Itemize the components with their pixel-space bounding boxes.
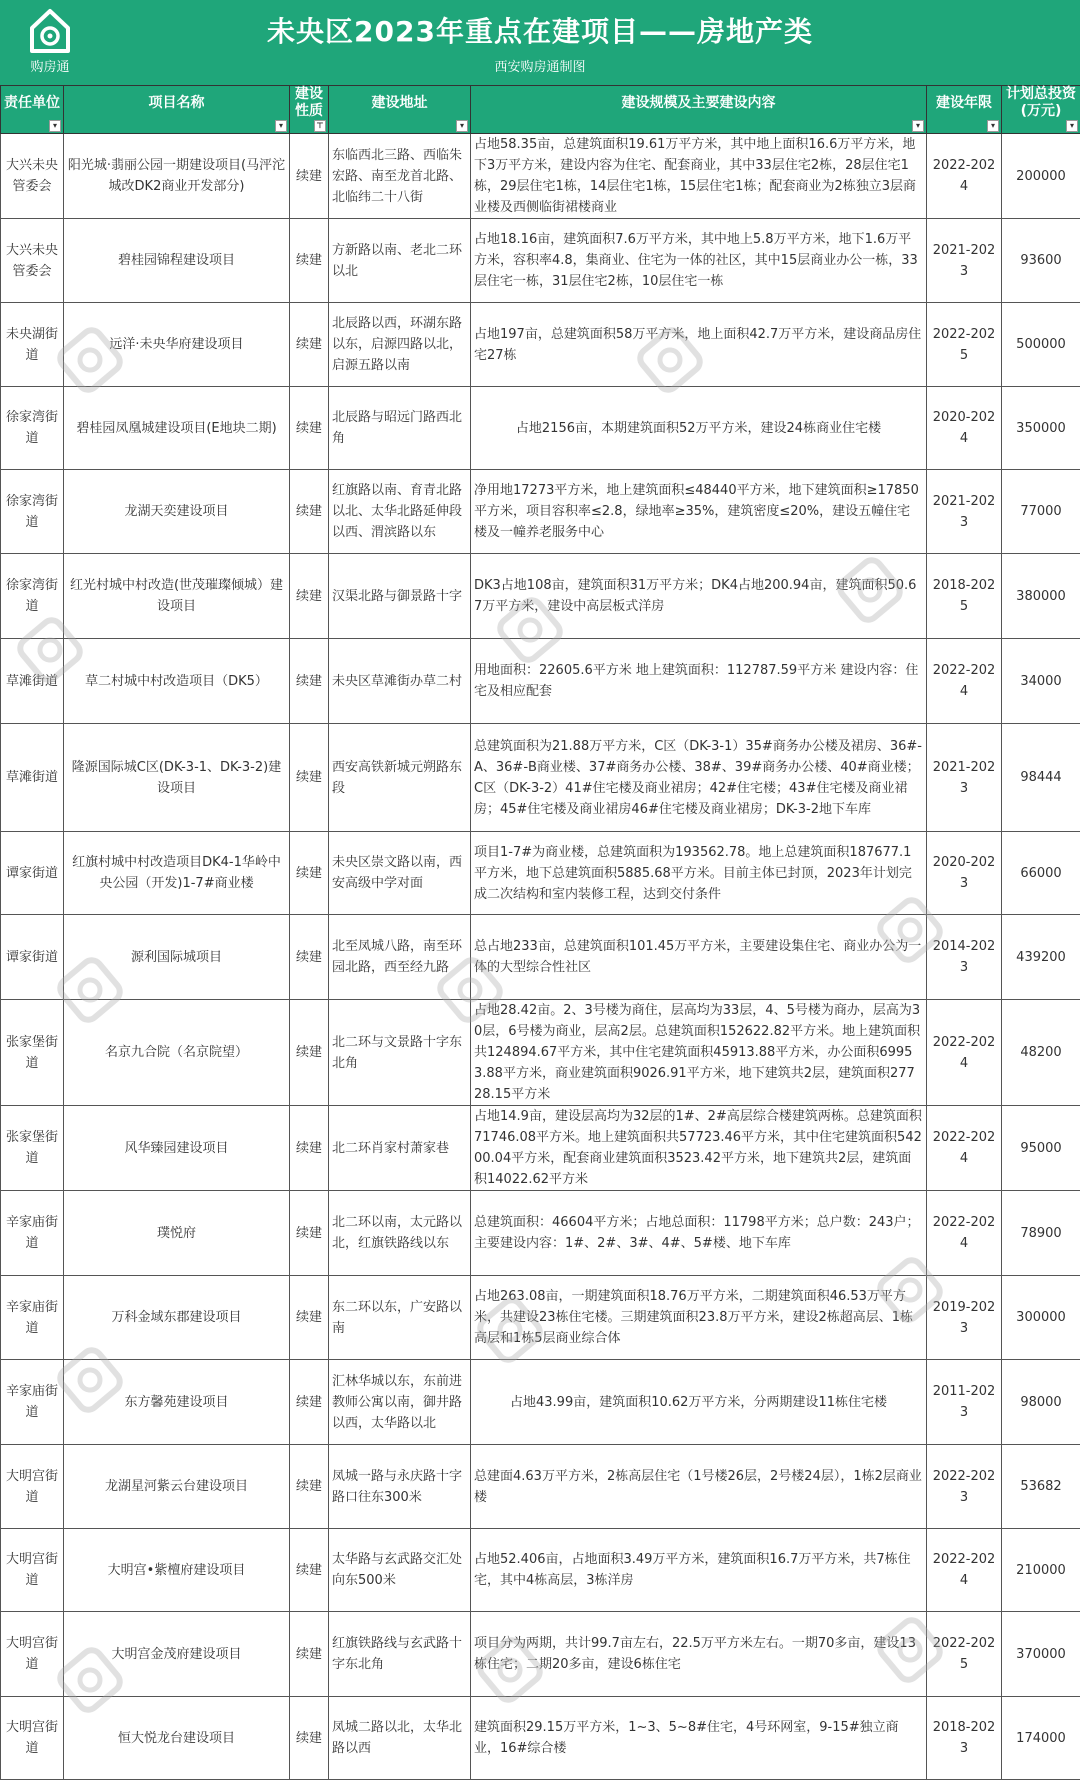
- cell-invest: 300000: [1002, 1276, 1080, 1360]
- cell-content: 总建筑面积为21.88万平方米，C区（DK-3-1）35#商务办公楼及裙房、36#-A、36#-B商业楼、37#商务办公楼、38#、39#商务办公楼、40#商业楼；C区（DK-3-2）41#住宅楼及商业裙房；42#住宅楼；43#住宅楼及商业裙房；45#住宅楼及商业裙房46#住宅楼及商业裙房；DK-3-2地下车库: [471, 724, 927, 832]
- cell-years: 2022-2024: [927, 1106, 1002, 1191]
- cell-address: 方新路以南、老北二环以北: [329, 219, 471, 303]
- cell-content: 总建筑面积：46604平方米；占地总面积：11798平方米；总户数：243户；主要建设内容：1#、2#、3#、4#、5#楼、地下车库: [471, 1191, 927, 1276]
- cell-name: 源利国际城项目: [64, 915, 290, 1000]
- cell-name: 恒大悦龙台建设项目: [64, 1697, 290, 1780]
- cell-content: 总建面4.63万平方米，2栋高层住宅（1号楼26层，2号楼24层），1栋2层商业楼: [471, 1445, 927, 1529]
- cell-content: 项目分为两期，共计99.7亩左右，22.5万平方米左右。一期70多亩，建设13栋住宅；二期20多亩，建设6栋住宅: [471, 1612, 927, 1697]
- cell-name: 草二村城中村改造项目（DK5）: [64, 639, 290, 724]
- cell-address: 未央区崇文路以南，西安高级中学对面: [329, 832, 471, 915]
- cell-unit: 徐家湾街道: [1, 554, 64, 639]
- table-row: [1, 303, 1080, 387]
- col-header-invest[interactable]: [1002, 86, 1080, 134]
- table-row: [1, 1106, 1080, 1191]
- page-title: 未央区2023年重点在建项目——房地产类: [0, 10, 1080, 50]
- cell-content: 占地43.99亩，建筑面积10.62万平方米，分两期建设11栋住宅楼: [471, 1360, 927, 1445]
- filter-dropdown-icon[interactable]: ▾: [912, 120, 924, 132]
- cell-years: 2022-2025: [927, 303, 1002, 387]
- cell-invest: 370000: [1002, 1612, 1080, 1697]
- cell-name: 龙湖星河紫云台建设项目: [64, 1445, 290, 1529]
- logo-text: 购房通: [22, 56, 78, 75]
- cell-address: 汉渠北路与御景路十字: [329, 554, 471, 639]
- col-label: 计划总投资(万元): [1006, 86, 1076, 119]
- cell-type: 续建: [290, 1191, 329, 1276]
- col-header-years[interactable]: [927, 86, 1002, 134]
- cell-type: 续建: [290, 1276, 329, 1360]
- cell-years: 2019-2023: [927, 1276, 1002, 1360]
- cell-type: 续建: [290, 832, 329, 915]
- cell-years: 2014-2023: [927, 915, 1002, 1000]
- cell-address: 北辰路以西，环湖东路以东，启源四路以北，启源五路以南: [329, 303, 471, 387]
- cell-type: 续建: [290, 1445, 329, 1529]
- cell-name: 风华臻园建设项目: [64, 1106, 290, 1191]
- table-row: [1, 470, 1080, 554]
- table-header-row: [1, 86, 1080, 134]
- table-row: [1, 724, 1080, 832]
- cell-unit: 徐家湾街道: [1, 470, 64, 554]
- cell-years: 2022-2024: [927, 134, 1002, 219]
- cell-name: 红光村城中村改造(世茂璀璨倾城）建设项目: [64, 554, 290, 639]
- cell-content: 占地2156亩，本期建筑面积52万平方米，建设24栋商业住宅楼: [471, 387, 927, 470]
- col-header-name[interactable]: [64, 86, 290, 134]
- cell-invest: 78900: [1002, 1191, 1080, 1276]
- col-header-unit[interactable]: [1, 86, 64, 134]
- cell-type: 续建: [290, 1360, 329, 1445]
- cell-years: 2018-2023: [927, 1697, 1002, 1780]
- cell-unit: 草滩街道: [1, 639, 64, 724]
- cell-invest: 93600: [1002, 219, 1080, 303]
- cell-name: 碧桂园凤凰城建设项目(E地块二期): [64, 387, 290, 470]
- cell-invest: 210000: [1002, 1529, 1080, 1612]
- cell-type: 续建: [290, 219, 329, 303]
- cell-address: 北二环以南，太元路以北，红旗铁路线以东: [329, 1191, 471, 1276]
- cell-invest: 500000: [1002, 303, 1080, 387]
- cell-name: 龙湖天奕建设项目: [64, 470, 290, 554]
- table-row: [1, 1000, 1080, 1106]
- cell-unit: 大兴未央管委会: [1, 134, 64, 219]
- col-label: 建设规模及主要建设内容: [622, 95, 776, 111]
- cell-invest: 66000: [1002, 832, 1080, 915]
- cell-unit: 大明宫街道: [1, 1445, 64, 1529]
- cell-invest: 77000: [1002, 470, 1080, 554]
- cell-content: 占地58.35亩，总建筑面积19.61万平方米，其中地上面积16.6万平方米，地下3万平方米，建设内容为住宅、配套商业，其中33层住宅2栋，28层住宅1栋，29层住宅1栋，14层住宅1栋，15层住宅1栋；配套商业为2栋独立3层商业楼及西侧临街裙楼商业: [471, 134, 927, 219]
- table-row: [1, 554, 1080, 639]
- table-row: [1, 639, 1080, 724]
- cell-address: 凤城二路以北，太华北路以西: [329, 1697, 471, 1780]
- cell-unit: 草滩街道: [1, 724, 64, 832]
- cell-unit: 辛家庙街道: [1, 1276, 64, 1360]
- table-row: [1, 387, 1080, 470]
- cell-address: 北至凤城八路，南至环园北路，西至经九路: [329, 915, 471, 1000]
- cell-type: 续建: [290, 1000, 329, 1106]
- table-row: [1, 1276, 1080, 1360]
- cell-content: 占地52.406亩，占地面积3.49万平方米，建筑面积16.7万平方米，共7栋住宅，其中4栋高层，3栋洋房: [471, 1529, 927, 1612]
- cell-years: 2011-2023: [927, 1360, 1002, 1445]
- cell-type: 续建: [290, 134, 329, 219]
- cell-type: 续建: [290, 639, 329, 724]
- cell-address: 汇林华城以东，东前进教师公寓以南，御井路以西，太华路以北: [329, 1360, 471, 1445]
- cell-type: 续建: [290, 303, 329, 387]
- cell-name: 大明宫•紫檀府建设项目: [64, 1529, 290, 1612]
- cell-content: 项目1-7#为商业楼，总建筑面积为193562.78。地上总建筑面积187677.1平方米，地下总建筑面积5885.68平方米。目前主体已封顶，2023年计划完成二次结构和室内装修工程，达到交付条件: [471, 832, 927, 915]
- cell-name: 东方馨苑建设项目: [64, 1360, 290, 1445]
- cell-content: DK3占地108亩，建筑面积31万平方米；DK4占地200.94亩，建筑面积50.67万平方米，建设中高层板式洋房: [471, 554, 927, 639]
- cell-address: 东临西北三路、西临朱宏路、南至龙首北路、北临纬二十八街: [329, 134, 471, 219]
- cell-name: 隆源国际城C区(DK-3-1、DK-3-2)建设项目: [64, 724, 290, 832]
- table-row: [1, 832, 1080, 915]
- cell-address: 东二环以东，广安路以南: [329, 1276, 471, 1360]
- cell-name: 红旗村城中村改造项目DK4-1华岭中央公园（开发)1-7#商业楼: [64, 832, 290, 915]
- col-label: 责任单位: [4, 95, 60, 111]
- cell-unit: 谭家街道: [1, 832, 64, 915]
- table-row: [1, 1445, 1080, 1529]
- page-subtitle: 西安购房通制图: [0, 56, 1080, 75]
- cell-unit: 张家堡街道: [1, 1000, 64, 1106]
- cell-years: 2022-2025: [927, 1612, 1002, 1697]
- cell-years: 2018-2025: [927, 554, 1002, 639]
- col-label: 建设性质: [295, 86, 323, 119]
- table-row: [1, 1529, 1080, 1612]
- col-label: 建设地址: [372, 95, 428, 111]
- table-row: [1, 1697, 1080, 1780]
- table-row: [1, 134, 1080, 219]
- cell-content: 占地263.08亩，一期建筑面积18.76万平方米，二期建筑面积46.53万平方米，共建设23栋住宅楼。三期建筑面积23.8万平方米，建设2栋超高层、1栋高层和1栋5层商业综合体: [471, 1276, 927, 1360]
- cell-years: 2022-2024: [927, 1191, 1002, 1276]
- table-row: [1, 1360, 1080, 1445]
- cell-invest: 48200: [1002, 1000, 1080, 1106]
- cell-type: 续建: [290, 1697, 329, 1780]
- cell-content: 占地18.16亩，建筑面积7.6万平方米，其中地上5.8万平方米，地下1.6万平方米，容积率4.8，集商业、住宅为一体的社区，其中15层商业办公一栋，33层住宅一栋，31层住宅2栋，10层住宅一栋: [471, 219, 927, 303]
- col-header-type[interactable]: [290, 86, 329, 134]
- cell-invest: 439200: [1002, 915, 1080, 1000]
- table-row: [1, 915, 1080, 1000]
- cell-name: 阳光城·翡丽公园一期建设项目(马泙沱城改DK2商业开发部分): [64, 134, 290, 219]
- cell-address: 西安高铁新城元朔路东段: [329, 724, 471, 832]
- cell-years: 2020-2023: [927, 832, 1002, 915]
- cell-unit: 大明宫街道: [1, 1697, 64, 1780]
- cell-years: 2021-2023: [927, 724, 1002, 832]
- cell-unit: 谭家街道: [1, 915, 64, 1000]
- cell-address: 红旗铁路线与玄武路十字东北角: [329, 1612, 471, 1697]
- cell-type: 续建: [290, 1612, 329, 1697]
- cell-invest: 98000: [1002, 1360, 1080, 1445]
- cell-unit: 徐家湾街道: [1, 387, 64, 470]
- filter-dropdown-icon[interactable]: ▾: [456, 120, 468, 132]
- filter-active-icon[interactable]: ⊤: [314, 120, 326, 132]
- cell-years: 2021-2023: [927, 219, 1002, 303]
- cell-invest: 53682: [1002, 1445, 1080, 1529]
- cell-years: 2022-2024: [927, 1529, 1002, 1612]
- title-banner: [0, 0, 1080, 85]
- cell-name: 璞悦府: [64, 1191, 290, 1276]
- cell-name: 碧桂园锦程建设项目: [64, 219, 290, 303]
- cell-unit: 未央湖街道: [1, 303, 64, 387]
- cell-address: 太华路与玄武路交汇处向东500米: [329, 1529, 471, 1612]
- cell-type: 续建: [290, 1106, 329, 1191]
- projects-table: [0, 85, 1080, 1780]
- cell-content: 净用地17273平方米，地上建筑面积≤48440平方米，地下建筑面积≥17850平方米，项目容积率≤2.8，绿地率≥35%，建筑密度≤20%，建设五幢住宅楼及一幢养老服务中心: [471, 470, 927, 554]
- cell-name: 远洋·未央华府建设项目: [64, 303, 290, 387]
- cell-years: 2022-2024: [927, 1000, 1002, 1106]
- cell-years: 2021-2023: [927, 470, 1002, 554]
- filter-dropdown-icon[interactable]: ▾: [1066, 120, 1078, 132]
- cell-invest: 350000: [1002, 387, 1080, 470]
- table-row: [1, 1612, 1080, 1697]
- col-label: 项目名称: [149, 95, 205, 111]
- cell-years: 2022-2023: [927, 1445, 1002, 1529]
- cell-address: 北二环与文景路十字东北角: [329, 1000, 471, 1106]
- cell-content: 占地14.9亩，建设层高均为32层的1#、2#高层综合楼建筑两栋。总建筑面积71746.08平方米。地上建筑面积共57723.46平方米，其中住宅建筑面积54200.04平方米，配套商业建筑面积3523.42平方米，地下建筑共2层，建筑面积14022.62平方米: [471, 1106, 927, 1191]
- filter-dropdown-icon[interactable]: ▾: [987, 120, 999, 132]
- cell-address: 未央区草滩街办草二村: [329, 639, 471, 724]
- cell-address: 北辰路与昭远门路西北角: [329, 387, 471, 470]
- col-header-content[interactable]: [471, 86, 927, 134]
- cell-unit: 大明宫街道: [1, 1612, 64, 1697]
- cell-invest: 34000: [1002, 639, 1080, 724]
- cell-content: 用地面积：22605.6平方米 地上建筑面积：112787.59平方米 建设内容：住宅及相应配套: [471, 639, 927, 724]
- cell-unit: 大兴未央管委会: [1, 219, 64, 303]
- cell-unit: 辛家庙街道: [1, 1191, 64, 1276]
- filter-dropdown-icon[interactable]: ▾: [49, 120, 61, 132]
- cell-content: 建筑面积29.15万平方米，1~3、5~8#住宅，4号环网室，9-15#独立商业，16#综合楼: [471, 1697, 927, 1780]
- cell-address: 红旗路以南、育青北路以北、太华北路延伸段以西、渭滨路以东: [329, 470, 471, 554]
- cell-address: 北二环肖家村萧家巷: [329, 1106, 471, 1191]
- cell-name: 万科金域东郡建设项目: [64, 1276, 290, 1360]
- cell-type: 续建: [290, 470, 329, 554]
- cell-name: 大明宫金茂府建设项目: [64, 1612, 290, 1697]
- cell-unit: 辛家庙街道: [1, 1360, 64, 1445]
- cell-invest: 174000: [1002, 1697, 1080, 1780]
- table-row: [1, 1191, 1080, 1276]
- cell-type: 续建: [290, 915, 329, 1000]
- col-label: 建设年限: [936, 95, 992, 111]
- cell-unit: 张家堡街道: [1, 1106, 64, 1191]
- cell-invest: 98444: [1002, 724, 1080, 832]
- cell-content: 总占地233亩，总建筑面积101.45万平方米，主要建设集住宅、商业办公为一体的大型综合性社区: [471, 915, 927, 1000]
- cell-invest: 200000: [1002, 134, 1080, 219]
- cell-years: 2022-2024: [927, 639, 1002, 724]
- cell-content: 占地28.42亩。2、3号楼为商住，层高均为33层，4、5号楼为商办，层高为30层，6号楼为商业，层高2层。总建筑面积152622.82平方米。地上建筑面积共124894.67平方米，其中住宅建筑面积45913.88平方米，办公面积69953.88平方米，商业建筑面积9026.91平方米，地下建筑共2层，建筑面积27728.15平方米: [471, 1000, 927, 1106]
- cell-address: 凤城一路与永庆路十字路口往东300米: [329, 1445, 471, 1529]
- cell-type: 续建: [290, 554, 329, 639]
- filter-dropdown-icon[interactable]: ▾: [275, 120, 287, 132]
- cell-years: 2020-2024: [927, 387, 1002, 470]
- cell-invest: 95000: [1002, 1106, 1080, 1191]
- col-header-address[interactable]: [329, 86, 471, 134]
- cell-invest: 380000: [1002, 554, 1080, 639]
- cell-type: 续建: [290, 1529, 329, 1612]
- cell-unit: 大明宫街道: [1, 1529, 64, 1612]
- cell-type: 续建: [290, 724, 329, 832]
- cell-content: 占地197亩，总建筑面积58万平方米，地上面积42.7万平方米，建设商品房住宅27栋: [471, 303, 927, 387]
- cell-type: 续建: [290, 387, 329, 470]
- cell-name: 名京九合院（名京院望）: [64, 1000, 290, 1106]
- table-row: [1, 219, 1080, 303]
